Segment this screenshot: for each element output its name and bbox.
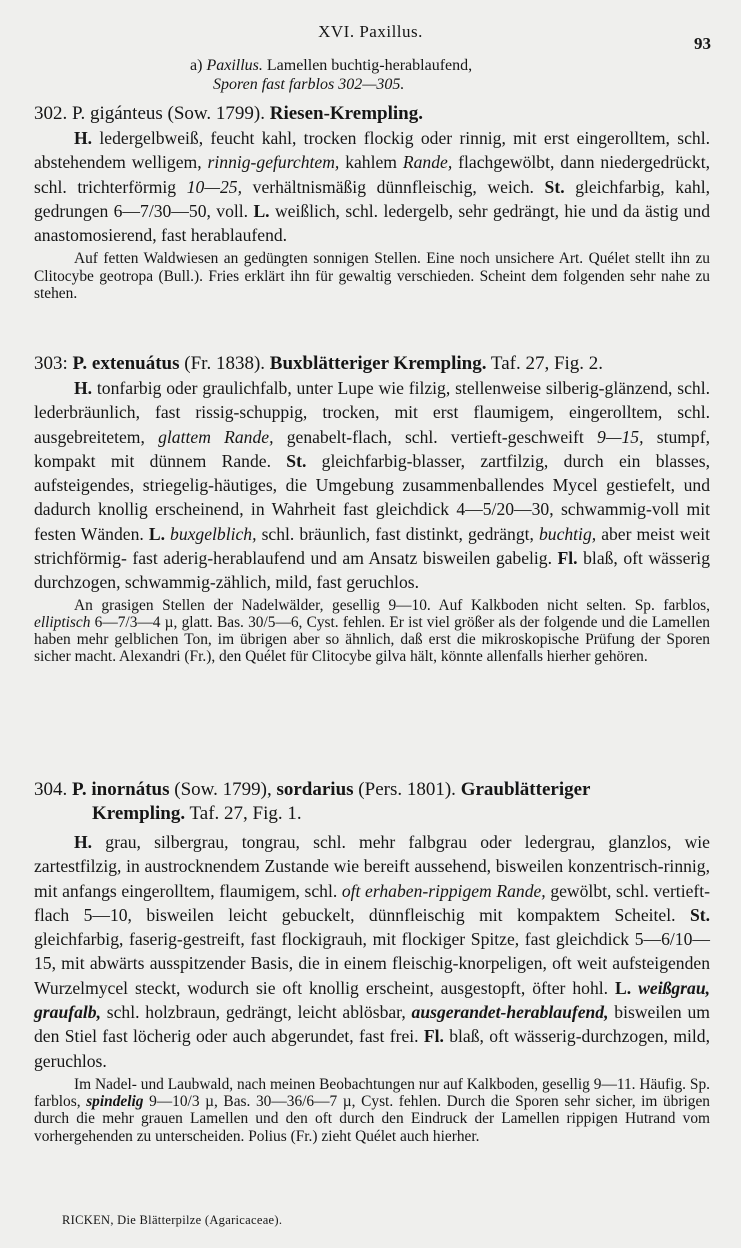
entry-303-note: An grasigen Stellen der Nadelwälder, gesellig 9—10. Auf Kalkboden nicht selten. Sp. farblos, elliptisch 6—7/3—4 µ, glatt. Bas. 30/5—6, Cyst. fehlen. Er ist viel größer als der folgende und die Lamellen haben mehr gelblichen Ton, im übrigen aber so ähnlich, daß erst die mikroskopische Prüfung der Sporen sicher macht. Alexandri (Fr.), den Quélet für Clitocybe gilva hält, könnte allenfalls hierher gehören. [34, 596, 710, 666]
entry-304-description: H. grau, silbergrau, tongrau, schl. mehr falbgrau oder ledergrau, glanzlos, wie zartestfilzig, in austrocknendem Zustande wie bereift aussehend, bisweilen konzentrisch-rinnig, mit anfangs eingerolltem, flaumigem, schl. oft erhaben-rippigem Rande, gewölbt, schl. vertieft-flach 5—10, bisweilen leicht gebuckelt, dünnfleischig mit kompaktem Scheitel. St. gleichfarbig, faserig-gestreift, fast flockigrauh, mit flockiger Spitze, fast gleichdick 5—6/10—15, mit abwärts ausspitzender Basis, die in einem fleischig-knorpeligen, oft weit aufsteigenden Wurzelmycel steckt, wodurch sie oft knollig erscheint, ausgestopft, öfter hohl. L. weißgrau, graufalb, schl. holzbraun, gedrängt, leicht ablösbar, ausgerandet-herablaufend, bisweilen um den Stiel fast löcherig oder auch abgerundet, fast frei. Fl. blaß, oft wässerig-durchzogen, mild, geruchlos. [34, 832, 711, 1071]
page-footer: RICKEN, Die Blätterpilze (Agaricaceae). [62, 1213, 283, 1227]
entry-302 [34, 102, 710, 302]
entry-303-description: H. tonfarbig oder graulichfalb, unter Lupe wie filzig, stellenweise silberig-glänzend, schl. lederbräunlich, fast rissig-schuppig, trocken, mit erst flaumigem, eingerolltem, schl. ausgebreitetem, glattem Rande, genabelt-flach, schl. vertieft-geschweift 9—15, stumpf, kompakt mit dünnem Rande. St. gleichfarbig-blasser, zartfilzig, durch ein blasses, aufsteigendes, striegelig-häutiges, die Umgebung zusammenballendes Mycel gestiefelt, und dadurch knollig erscheinend, in Wahrheit fast gleichdick 4—5/20—30, schwammig-voll mit festen Wänden. L. buxgelblich, schl. bräunlich, fast distinkt, gedrängt, buchtig, aber meist weit strichförmig- fast aderig-herablaufend und am Ansatz bisweilen gabelig. Fl. blaß, oft wässerig durchzogen, schwammig-zählich, mild, fast geruchlos. [34, 378, 710, 593]
running-title: XVI. Paxillus. [318, 22, 423, 41]
entry-302-description: H. ledergelbweiß, feucht kahl, trocken flockig oder rinnig, mit erst eingerolltem, schl. abstehendem welligem, rinnig-gefurchtem, kahlem Rande, flachgewölbt, dann niedergedrückt, schl. trichterförmig 10—25, verhältnismäßig dünnfleischig, weich. St. gleichfarbig, kahl, gedrungen 6—7/30—50, voll. L. weißlich, schl. ledergelb, sehr gedrängt, hie und da ästig und anastomosierend, fast herablaufend. [34, 128, 711, 246]
entry-302-note: Auf fetten Waldwiesen an gedüngten sonnigen Stellen. Eine noch unsichere Art. Quélet stellt ihn zu Clitocybe geotropa (Bull.). Fries erklärt ihn für gewaltig verschieden. Scheint dem folgenden sehr nahe zu stehen. [34, 250, 710, 302]
entry-304-note: Im Nadel- und Laubwald, nach meinen Beobachtungen nur auf Kalkboden, gesellig 9—11. Häufig. Sp. farblos, spindelig 9—10/3 µ, Bas. 30—36/6—7 µ, Cyst. fehlen. Durch die Sporen sehr sicher, im übrigen durch die mehr grauen Lamellen und den oft durch den Eindruck der Lamellen rippigen Hutrand vom vorhergehenden zu unterscheiden. Polius (Fr.) zieht Quélet auch hierher. [34, 1075, 711, 1145]
entry-304: 304. P. inornátus (Sow. 1799), sordarius (Pers. 1801). Graublätteriger Krempling. Taf. 27, Fig. 1. H. grau, silbergrau, tongrau, schl. mehr falbgrau oder ledergrau, glanzlos, wie zartestfilzig, in austrocknendem Zustande wie bereift aussehend, bisweilen konzentrisch-rinnig, mit anfangs eingerolltem, flaumigem, schl. oft erhaben-rippigem Rande, gewölbt, schl. vertieft-flach 5—10, bisweilen leicht gebuckelt, dünnfleischig mit kompaktem Scheitel. St. gleichfarbig, faserig-gestreift, fast flockigrauh, mit flockiger Spitze, fast gleichdick 5—6/10—15, mit abwärts ausspitzender Basis, die in einem fleischig-knorpeligen, oft weit aufsteigenden Wurzelmycel steckt, wodurch sie oft knollig erscheint, ausgestopft, öfter hohl. L. weißgrau, graufalb, schl. holzbraun, gedrängt, leicht ablösbar, ausgerandet-herablaufend, bisweilen um den Stiel fast löcherig oder auch abgerundet, fast frei. Fl. blaß, oft wässerig-durchzogen, mild, geruchlos. Im Nadel- und Laubwald, nach meinen Beobachtungen nur auf Kalkboden, gesellig 9—11. Häufig. Sp. farblos, spindelig 9—10/3 µ, Bas. 30—36/6—7 µ, Cyst. fehlen. Durch die Sporen sehr sicher, im übrigen durch die mehr grauen Lamellen und den oft durch den Eindruck der Lamellen rippigen Hutrand vom vorhergehenden zu unterscheiden. Polius (Fr.) zieht Quélet auch hierher. [34, 779, 711, 1145]
subsection-heading: a) Paxillus. Lamellen buchtig-herablaufend, Sporen fast farblos 302—305. [190, 57, 473, 93]
page-number: 93 [694, 34, 711, 53]
entry-304-heading: 304. P. inornátus (Sow. 1799), sordarius (Pers. 1801). Graublätteriger [34, 779, 591, 800]
entry-303 [34, 352, 710, 665]
entry-302-heading: 302. P. gigánteus (Sow. 1799). Riesen-Krempling. [34, 103, 423, 124]
entry-303-heading: 303: P. extenuátus (Fr. 1838). Buxblätteriger Krempling. Taf. 27, Fig. 2. [34, 353, 604, 374]
